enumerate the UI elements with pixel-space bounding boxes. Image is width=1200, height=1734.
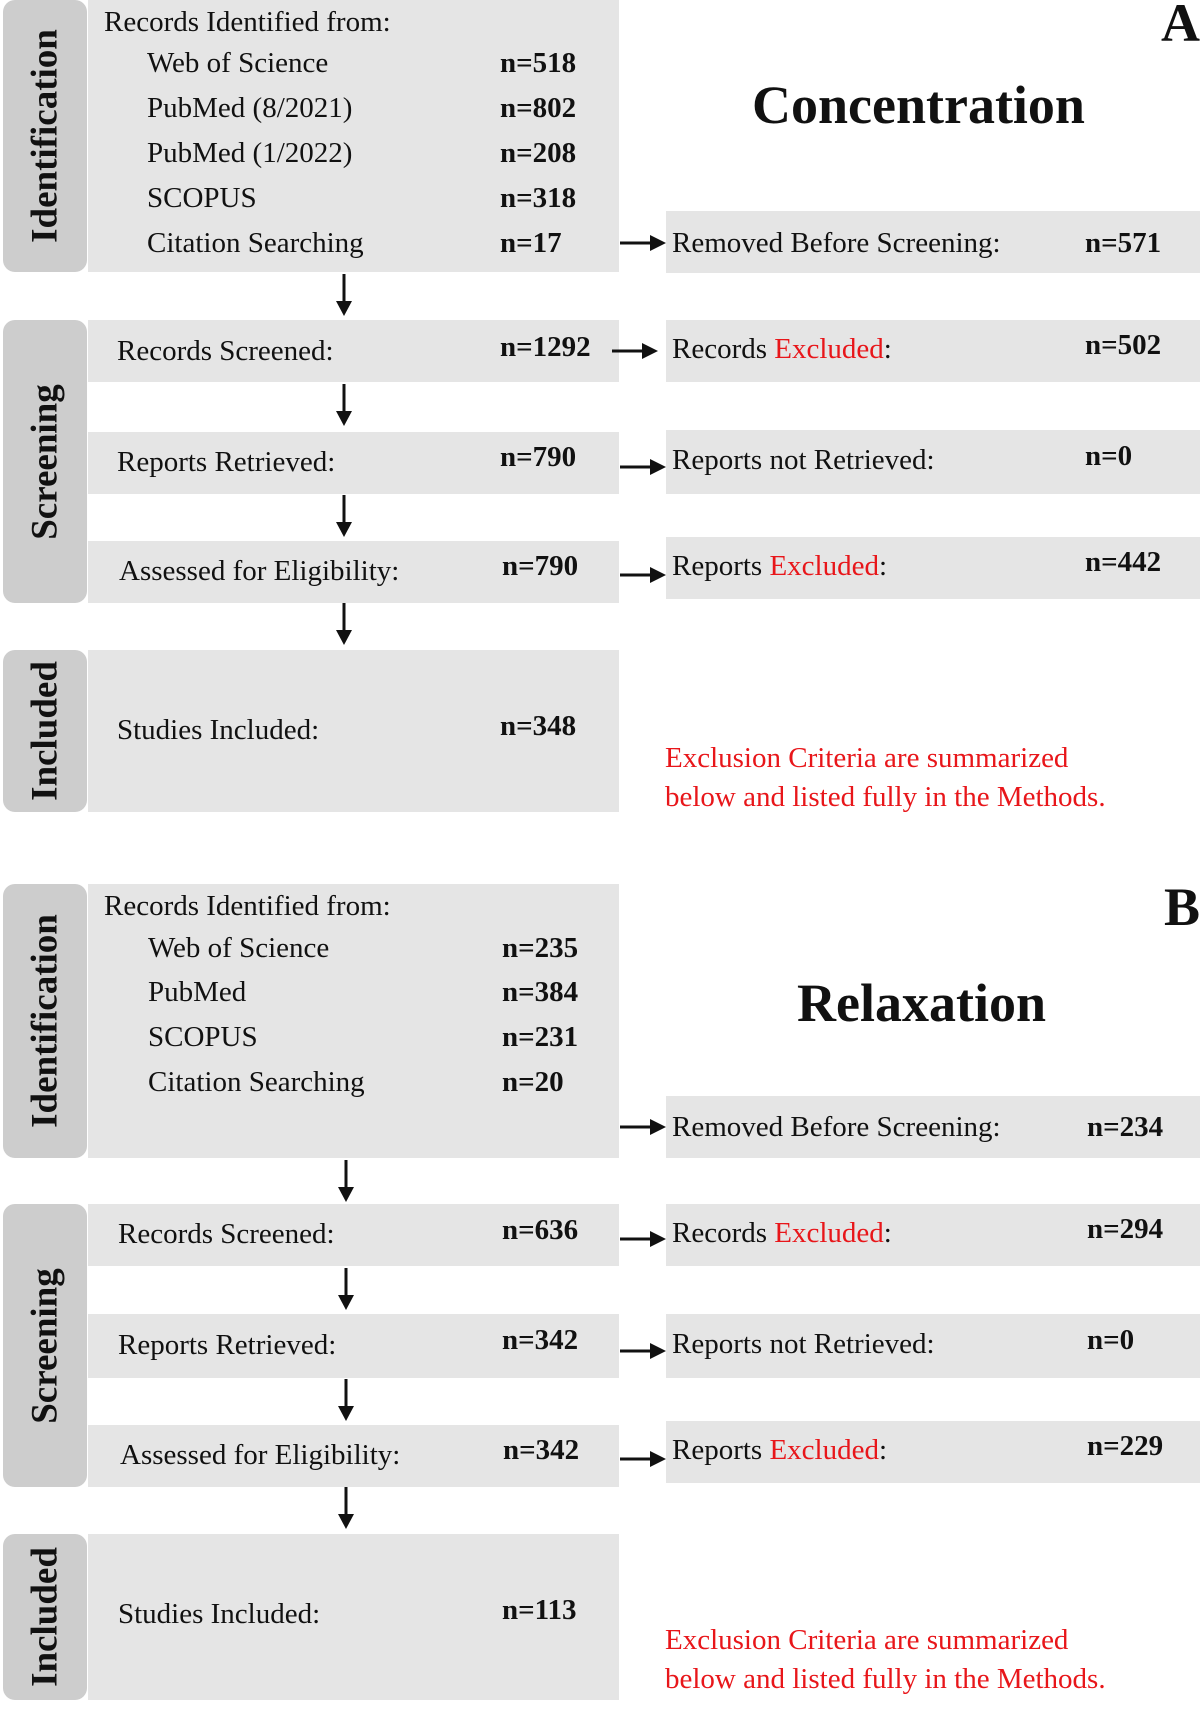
- identification-header: Records Identified from:: [104, 890, 391, 922]
- down-arrow-icon: [335, 603, 353, 645]
- screening-count: n=342: [503, 1434, 580, 1466]
- removed-label: Removed Before Screening:: [672, 227, 1001, 259]
- source-count: n=384: [502, 976, 579, 1008]
- screening-count: n=790: [502, 550, 579, 582]
- source-count: n=235: [502, 932, 579, 964]
- stage-label: Included: [24, 661, 66, 801]
- exclusion-label: Records Excluded:: [672, 333, 892, 365]
- right-arrow-icon: [620, 1341, 666, 1361]
- exclusion-count: n=229: [1087, 1430, 1164, 1462]
- down-arrow-icon: [337, 1268, 355, 1310]
- stage-included: [3, 1534, 87, 1700]
- exclusion-note: [665, 1621, 1106, 1699]
- panel-title: Concentration: [752, 75, 1085, 135]
- stage-screening: [3, 320, 87, 603]
- panel-letter: B: [1163, 877, 1200, 937]
- right-arrow-icon: [620, 1229, 666, 1249]
- down-arrow-icon: [335, 384, 353, 426]
- stage-label: Screening: [24, 1267, 66, 1424]
- source-name: PubMed: [148, 976, 247, 1008]
- panel-relaxation: [0, 877, 1200, 1734]
- screening-count: n=636: [502, 1214, 579, 1246]
- source-count: n=802: [500, 92, 577, 124]
- source-name: Citation Searching: [148, 1066, 365, 1098]
- exclusion-note: [665, 739, 1106, 817]
- source-name: SCOPUS: [148, 1021, 258, 1053]
- note-line: below and listed fully in the Methods.: [665, 1663, 1106, 1695]
- source-name: SCOPUS: [147, 182, 257, 214]
- source-count: n=318: [500, 182, 577, 214]
- screening-count: n=790: [500, 441, 577, 473]
- source-name: Citation Searching: [147, 227, 364, 259]
- down-arrow-icon: [337, 1379, 355, 1421]
- source-count: n=20: [502, 1066, 564, 1098]
- screening-count: n=1292: [500, 331, 591, 363]
- included-label: Studies Included:: [118, 1598, 321, 1630]
- included-count: n=348: [500, 710, 577, 742]
- screening-label: Assessed for Eligibility:: [120, 1439, 401, 1471]
- source-name: Web of Science: [148, 932, 330, 964]
- panel-concentration: [0, 0, 1200, 850]
- right-arrow-icon: [620, 1117, 666, 1137]
- source-name: PubMed (8/2021): [147, 92, 353, 124]
- exclusion-count: n=0: [1085, 440, 1133, 472]
- stage-label: Screening: [24, 383, 66, 540]
- note-line: Exclusion Criteria are summarized: [665, 1624, 1069, 1656]
- screening-label: Assessed for Eligibility:: [119, 555, 400, 587]
- right-arrow-icon: [620, 457, 666, 477]
- source-count: n=208: [500, 137, 577, 169]
- source-count: n=518: [500, 47, 577, 79]
- screening-count: n=342: [502, 1324, 579, 1356]
- stage-identification: [3, 884, 87, 1158]
- identification-header: Records Identified from:: [104, 6, 391, 38]
- removed-count: n=234: [1087, 1111, 1164, 1143]
- screening-label: Records Screened:: [118, 1218, 335, 1250]
- included-label: Studies Included:: [117, 714, 320, 746]
- source-name: Web of Science: [147, 47, 329, 79]
- screening-label: Records Screened:: [117, 335, 334, 367]
- down-arrow-icon: [337, 1160, 355, 1202]
- exclusion-label: Records Excluded:: [672, 1217, 892, 1249]
- stage-label: Identification: [24, 914, 66, 1128]
- removed-label: Removed Before Screening:: [672, 1111, 1001, 1143]
- stage-label: Included: [24, 1547, 66, 1687]
- stage-identification: [3, 0, 87, 272]
- stage-included: [3, 650, 87, 812]
- exclusion-label: Reports not Retrieved:: [672, 1328, 935, 1360]
- right-arrow-icon: [620, 565, 666, 585]
- stage-label: Identification: [24, 29, 66, 243]
- exclusion-label: Reports not Retrieved:: [672, 444, 935, 476]
- stage-screening: [3, 1204, 87, 1487]
- exclusion-count: n=294: [1087, 1213, 1164, 1245]
- exclusion-count: n=442: [1085, 546, 1162, 578]
- note-line: Exclusion Criteria are summarized: [665, 742, 1069, 774]
- exclusion-label: Reports Excluded:: [672, 550, 888, 582]
- source-count: n=231: [502, 1021, 579, 1053]
- panel-letter: A: [1161, 0, 1200, 53]
- exclusion-label: Reports Excluded:: [672, 1434, 888, 1466]
- exclusion-count: n=0: [1087, 1324, 1135, 1356]
- exclusion-count: n=502: [1085, 329, 1162, 361]
- panel-title: Relaxation: [797, 973, 1046, 1033]
- included-count: n=113: [502, 1594, 577, 1626]
- right-arrow-icon: [612, 341, 658, 361]
- right-arrow-icon: [620, 1449, 666, 1469]
- note-line: below and listed fully in the Methods.: [665, 781, 1106, 813]
- source-name: PubMed (1/2022): [147, 137, 353, 169]
- removed-count: n=571: [1085, 227, 1162, 259]
- screening-label: Reports Retrieved:: [118, 1329, 337, 1361]
- right-arrow-icon: [620, 233, 666, 253]
- source-count: n=17: [500, 227, 562, 259]
- down-arrow-icon: [335, 274, 353, 316]
- down-arrow-icon: [337, 1487, 355, 1529]
- screening-label: Reports Retrieved:: [117, 446, 336, 478]
- down-arrow-icon: [335, 495, 353, 537]
